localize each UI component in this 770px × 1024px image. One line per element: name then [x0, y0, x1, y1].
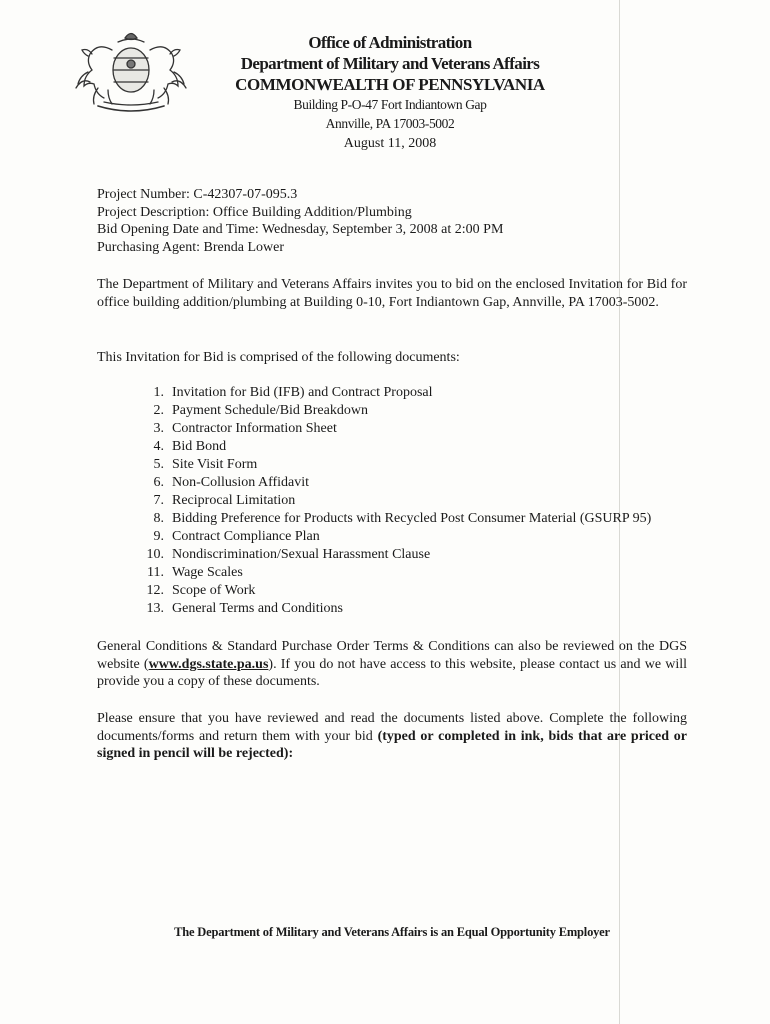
list-item-text: Contract Compliance Plan	[172, 529, 320, 544]
letterhead	[200, 32, 580, 155]
list-item	[134, 510, 651, 528]
address-building: Building P-O-47 Fort Indiantown Gap	[293, 97, 487, 112]
ensure-paragraph	[97, 710, 687, 763]
list-item-number: 12.	[146, 583, 164, 598]
list-item-text: Nondiscrimination/Sexual Harassment Clause	[172, 547, 431, 562]
list-item-text: Reciprocal Limitation	[172, 493, 296, 508]
list-item	[134, 438, 651, 456]
list-item-text: Scope of Work	[172, 583, 256, 598]
list-item-number: 10.	[146, 547, 164, 562]
list-item-text: Contractor Information Sheet	[172, 421, 337, 436]
list-item-number: 2.	[153, 403, 164, 418]
list-item-number: 13.	[146, 601, 164, 616]
list-item-number: 3.	[153, 421, 164, 436]
list-item	[134, 564, 651, 582]
list-item	[134, 474, 651, 492]
list-item-number: 11.	[147, 565, 164, 580]
project-number: Project Number: C-42307-07-095.3	[97, 187, 298, 202]
list-item-text: General Terms and Conditions	[172, 601, 344, 616]
list-item-text: Non-Collusion Affidavit	[172, 475, 310, 490]
list-item-text: Bid Bond	[172, 439, 227, 454]
list-item-text: Site Visit Form	[172, 457, 258, 472]
list-item	[134, 402, 651, 420]
list-item	[134, 528, 651, 546]
general-text-before: General Conditions & Standard Purchase Order Terms & Conditions can also be reviewed on the DGS website (	[97, 639, 687, 672]
project-description: Project Description: Office Building Addition/Plumbing	[97, 204, 412, 220]
bid-opening: Bid Opening Date and Time: Wednesday, September 3, 2008 at 2:00 PM	[97, 222, 504, 237]
list-item-text: Bidding Preference for Products with Recycled Post Consumer Material (GSURP 95)	[172, 511, 652, 526]
intro-paragraph: The Department of Military and Veterans Affairs invites you to bid on the enclosed Invitation for Bid for office building addition/plumbing at Building 0-10, Fort Indiantown Gap, Annville, PA 17003-5002.	[97, 277, 687, 310]
address-city: Annville, PA 17003-5002	[325, 116, 455, 131]
dgs-website-link[interactable]: www.dgs.state.pa.us	[148, 656, 269, 672]
letter-date: August 11, 2008	[343, 136, 437, 151]
list-item-number: 6.	[153, 475, 164, 490]
office-name: Office of Administration	[308, 33, 472, 52]
list-item	[134, 492, 651, 510]
list-item-text: Payment Schedule/Bid Breakdown	[172, 403, 368, 418]
list-item-number: 8.	[153, 511, 164, 526]
department-name: Department of Military and Veterans Affairs	[240, 54, 540, 73]
list-item-number: 7.	[153, 493, 164, 508]
general-conditions-paragraph	[97, 638, 687, 691]
purchasing-agent: Purchasing Agent: Brenda Lower	[97, 239, 285, 255]
general-text-after: ). If you do not have access to this website, please contact us and we will provide you a copy of these documents.	[97, 656, 687, 689]
list-item	[134, 420, 651, 438]
list-item	[134, 600, 651, 618]
project-details	[97, 186, 687, 256]
list-item	[134, 456, 651, 474]
list-item-number: 1.	[153, 385, 164, 400]
list-item	[134, 582, 651, 600]
list-item-number: 4.	[153, 439, 164, 454]
list-item-text: Wage Scales	[172, 565, 243, 580]
comprised-paragraph: This Invitation for Bid is comprised of the following documents:	[97, 350, 460, 365]
ensure-warning: (typed or completed in ink, bids that are priced or signed in pencil will be rejected):	[97, 728, 687, 761]
ensure-text: Please ensure that you have reviewed and read the documents listed above. Complete the following documents/forms and return them with your bid	[97, 711, 687, 744]
list-item-text: Invitation for Bid (IFB) and Contract Proposal	[172, 385, 433, 400]
equal-opportunity-footer: The Department of Military and Veterans Affairs is an Equal Opportunity Employer	[174, 925, 610, 939]
document-list	[134, 384, 651, 618]
list-item	[134, 384, 651, 402]
commonwealth-name: COMMONWEALTH OF PENNSYLVANIA	[235, 75, 545, 94]
list-item	[134, 546, 651, 564]
list-item-number: 9.	[153, 529, 164, 544]
pennsylvania-coat-of-arms-icon	[68, 28, 194, 116]
list-item-number: 5.	[153, 457, 164, 472]
